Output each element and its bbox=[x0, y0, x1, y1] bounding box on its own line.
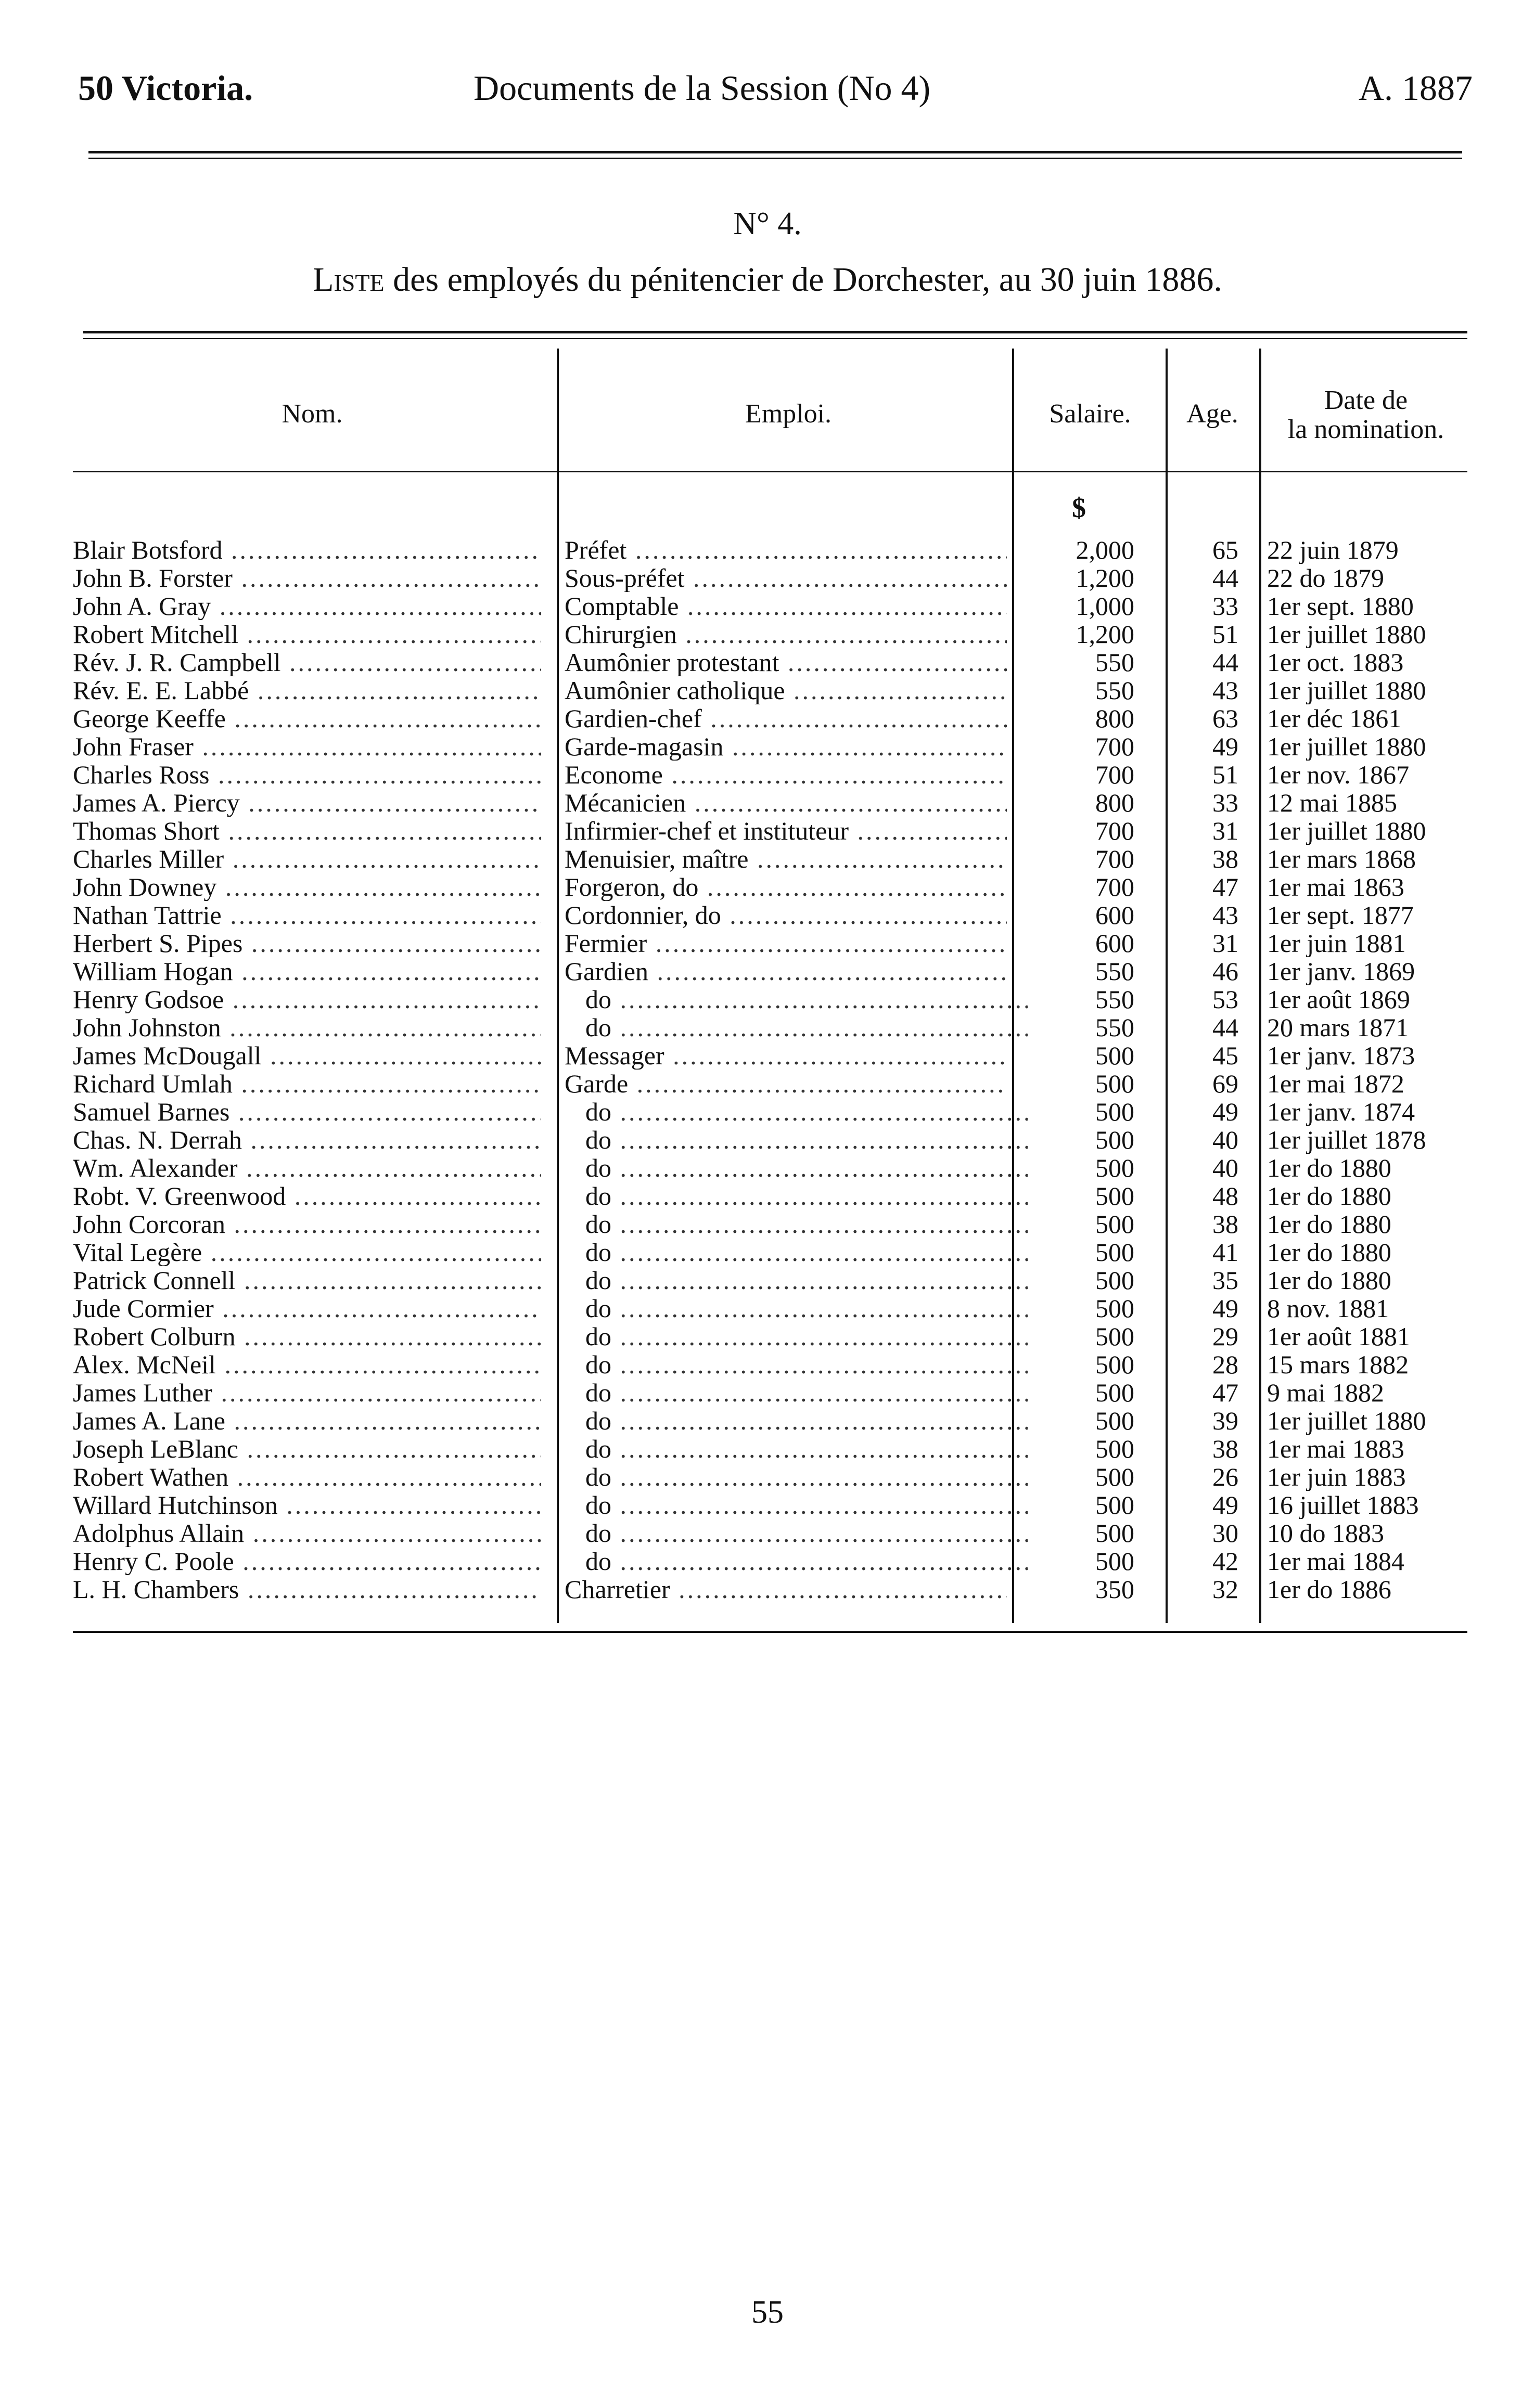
cell-name: William Hogan ..... bbox=[73, 957, 541, 985]
cell-date: 1er do 1886 bbox=[1267, 1575, 1391, 1603]
cell-job: do ..... bbox=[565, 1435, 1028, 1463]
table-row bbox=[0, 1379, 1535, 1407]
cell-date: 1er janv. 1869 bbox=[1267, 957, 1415, 985]
cell-job: Garde-magasin ..... bbox=[565, 732, 1007, 761]
cell-age: 38 bbox=[1212, 1435, 1238, 1463]
cell-job: do ..... bbox=[565, 1182, 1028, 1210]
cell-age: 43 bbox=[1212, 901, 1238, 929]
cell-name: Rév. E. E. Labbé ..... bbox=[73, 676, 541, 704]
document-title bbox=[0, 260, 1535, 300]
cell-salary: 500 bbox=[1095, 1182, 1134, 1210]
cell-age: 35 bbox=[1212, 1266, 1238, 1294]
cell-age: 45 bbox=[1212, 1041, 1238, 1070]
cell-salary: 500 bbox=[1095, 1491, 1134, 1519]
cell-job: Mécanicien ..... bbox=[565, 789, 1007, 817]
table-row bbox=[0, 1070, 1535, 1098]
cell-job: do ..... bbox=[565, 1154, 1028, 1182]
cell-age: 43 bbox=[1212, 676, 1238, 704]
cell-job: do ..... bbox=[565, 1294, 1028, 1322]
currency-symbol: $ bbox=[1072, 492, 1086, 523]
table-row bbox=[0, 1547, 1535, 1575]
cell-date: 1er mai 1863 bbox=[1267, 873, 1404, 901]
cell-name: Richard Umlah ..... bbox=[73, 1070, 541, 1098]
cell-date: 1er août 1881 bbox=[1267, 1322, 1410, 1350]
cell-salary: 500 bbox=[1095, 1294, 1134, 1322]
cell-name: Wm. Alexander ..... bbox=[73, 1154, 541, 1182]
table-row bbox=[0, 1491, 1535, 1519]
cell-name: Jude Cormier ..... bbox=[73, 1294, 541, 1322]
table-row bbox=[0, 873, 1535, 901]
cell-date: 1er do 1880 bbox=[1267, 1210, 1391, 1238]
cell-job: Garde ..... bbox=[565, 1070, 1007, 1098]
cell-job: Econome ..... bbox=[565, 761, 1007, 789]
cell-job: do ..... bbox=[565, 1350, 1028, 1379]
cell-date: 1er juillet 1880 bbox=[1267, 620, 1426, 648]
running-header bbox=[78, 68, 1473, 109]
cell-salary: 550 bbox=[1095, 957, 1134, 985]
cell-salary: 500 bbox=[1095, 1463, 1134, 1491]
cell-salary: 800 bbox=[1095, 704, 1134, 732]
cell-age: 63 bbox=[1212, 704, 1238, 732]
cell-date: 9 mai 1882 bbox=[1267, 1379, 1384, 1407]
cell-salary: 700 bbox=[1095, 873, 1134, 901]
cell-name: Thomas Short ..... bbox=[73, 817, 541, 845]
cell-date: 1er août 1869 bbox=[1267, 985, 1410, 1013]
cell-salary: 500 bbox=[1095, 1519, 1134, 1547]
cell-age: 29 bbox=[1212, 1322, 1238, 1350]
cell-name: John Corcoran ..... bbox=[73, 1210, 541, 1238]
cell-name: Blair Botsford ..... bbox=[73, 536, 541, 564]
cell-salary: 500 bbox=[1095, 1041, 1134, 1070]
cell-name: Herbert S. Pipes ..... bbox=[73, 929, 541, 957]
cell-job: do ..... bbox=[565, 1407, 1028, 1435]
cell-name: John A. Gray ..... bbox=[73, 592, 541, 620]
cell-job: do ..... bbox=[565, 1098, 1028, 1126]
cell-name: Robert Mitchell ..... bbox=[73, 620, 541, 648]
cell-name: James A. Piercy ..... bbox=[73, 789, 541, 817]
cell-job: Aumônier catholique ..... bbox=[565, 676, 1007, 704]
header-rule-top bbox=[88, 151, 1462, 153]
cell-age: 49 bbox=[1212, 1294, 1238, 1322]
cell-salary: 550 bbox=[1095, 985, 1134, 1013]
header-rule-bottom bbox=[88, 158, 1462, 159]
cell-job: do ..... bbox=[565, 1210, 1028, 1238]
cell-job: Préfet ..... bbox=[565, 536, 1007, 564]
table-row bbox=[0, 1463, 1535, 1491]
cell-date: 8 nov. 1881 bbox=[1267, 1294, 1389, 1322]
col-header-job: Emploi. bbox=[745, 399, 832, 429]
table-row bbox=[0, 1407, 1535, 1435]
header-session: Documents de la Session (No 4) bbox=[474, 68, 931, 108]
cell-salary: 500 bbox=[1095, 1407, 1134, 1435]
table-row bbox=[0, 1013, 1535, 1041]
cell-date: 16 juillet 1883 bbox=[1267, 1491, 1419, 1519]
cell-age: 31 bbox=[1212, 817, 1238, 845]
cell-name: John Johnston ..... bbox=[73, 1013, 541, 1041]
table-row bbox=[0, 1182, 1535, 1210]
cell-salary: 550 bbox=[1095, 648, 1134, 676]
table-row bbox=[0, 732, 1535, 761]
cell-job: do ..... bbox=[565, 1547, 1028, 1575]
cell-job: Forgeron, do ..... bbox=[565, 873, 1007, 901]
cell-date: 15 mars 1882 bbox=[1267, 1350, 1409, 1379]
cell-name: Joseph LeBlanc ..... bbox=[73, 1435, 541, 1463]
cell-salary: 2,000 bbox=[1076, 536, 1134, 564]
table-row bbox=[0, 761, 1535, 789]
cell-age: 41 bbox=[1212, 1238, 1238, 1266]
cell-date: 22 do 1879 bbox=[1267, 564, 1384, 592]
table-row bbox=[0, 1435, 1535, 1463]
cell-salary: 600 bbox=[1095, 929, 1134, 957]
cell-age: 32 bbox=[1212, 1575, 1238, 1603]
table-row bbox=[0, 1210, 1535, 1238]
cell-age: 38 bbox=[1212, 845, 1238, 873]
cell-job: Cordonnier, do ..... bbox=[565, 901, 1007, 929]
page-number: 55 bbox=[751, 2295, 784, 2330]
cell-age: 47 bbox=[1212, 873, 1238, 901]
cell-date: 1er nov. 1867 bbox=[1267, 761, 1410, 789]
table-top-rule bbox=[83, 331, 1467, 333]
cell-salary: 550 bbox=[1095, 1013, 1134, 1041]
cell-salary: 500 bbox=[1095, 1154, 1134, 1182]
table-row bbox=[0, 704, 1535, 732]
cell-salary: 500 bbox=[1095, 1070, 1134, 1098]
cell-job: do ..... bbox=[565, 1126, 1028, 1154]
cell-job: do ..... bbox=[565, 1238, 1028, 1266]
cell-salary: 500 bbox=[1095, 1210, 1134, 1238]
cell-salary: 800 bbox=[1095, 789, 1134, 817]
cell-name: George Keeffe ..... bbox=[73, 704, 541, 732]
table-row bbox=[0, 985, 1535, 1013]
cell-name: Alex. McNeil ..... bbox=[73, 1350, 541, 1379]
cell-age: 53 bbox=[1212, 985, 1238, 1013]
table-row bbox=[0, 620, 1535, 648]
cell-age: 31 bbox=[1212, 929, 1238, 957]
cell-salary: 500 bbox=[1095, 1379, 1134, 1407]
cell-name: Chas. N. Derrah ..... bbox=[73, 1126, 541, 1154]
cell-job: Gardien ..... bbox=[565, 957, 1007, 985]
cell-name: Willard Hutchinson ..... bbox=[73, 1491, 541, 1519]
cell-job: Fermier ..... bbox=[565, 929, 1007, 957]
cell-salary: 500 bbox=[1095, 1238, 1134, 1266]
document-number: N° 4. bbox=[733, 206, 802, 241]
cell-salary: 500 bbox=[1095, 1547, 1134, 1575]
cell-name: Patrick Connell ..... bbox=[73, 1266, 541, 1294]
cell-date: 1er do 1880 bbox=[1267, 1182, 1391, 1210]
col-header-name: Nom. bbox=[282, 399, 343, 429]
cell-name: Robert Colburn ..... bbox=[73, 1322, 541, 1350]
cell-name: Rév. J. R. Campbell ..... bbox=[73, 648, 541, 676]
cell-date: 22 juin 1879 bbox=[1267, 536, 1399, 564]
cell-date: 1er sept. 1880 bbox=[1267, 592, 1414, 620]
table-row bbox=[0, 1041, 1535, 1070]
cell-age: 28 bbox=[1212, 1350, 1238, 1379]
table-row bbox=[0, 817, 1535, 845]
cell-salary: 500 bbox=[1095, 1266, 1134, 1294]
table-row bbox=[0, 789, 1535, 817]
cell-job: do ..... bbox=[565, 1013, 1028, 1041]
cell-date: 1er juillet 1880 bbox=[1267, 817, 1426, 845]
table-row bbox=[0, 1575, 1535, 1603]
cell-age: 42 bbox=[1212, 1547, 1238, 1575]
cell-date: 1er do 1880 bbox=[1267, 1266, 1391, 1294]
cell-name: James McDougall ..... bbox=[73, 1041, 541, 1070]
cell-date: 1er oct. 1883 bbox=[1267, 648, 1404, 676]
title-lead: Liste bbox=[313, 261, 385, 299]
cell-date: 1er juillet 1880 bbox=[1267, 1407, 1426, 1435]
col-header-salary: Salaire. bbox=[1049, 399, 1131, 429]
table-row bbox=[0, 1519, 1535, 1547]
cell-salary: 500 bbox=[1095, 1322, 1134, 1350]
cell-job: Comptable ..... bbox=[565, 592, 1007, 620]
cell-name: James Luther ..... bbox=[73, 1379, 541, 1407]
cell-age: 30 bbox=[1212, 1519, 1238, 1547]
cell-date: 1er do 1880 bbox=[1267, 1238, 1391, 1266]
cell-name: L. H. Chambers ..... bbox=[73, 1575, 541, 1603]
table-row bbox=[0, 676, 1535, 704]
cell-age: 33 bbox=[1212, 789, 1238, 817]
table-row bbox=[0, 1266, 1535, 1294]
cell-date: 1er mai 1883 bbox=[1267, 1435, 1404, 1463]
table-row bbox=[0, 1294, 1535, 1322]
table-row bbox=[0, 1126, 1535, 1154]
cell-salary: 700 bbox=[1095, 732, 1134, 761]
cell-date: 1er sept. 1877 bbox=[1267, 901, 1414, 929]
cell-age: 49 bbox=[1212, 1098, 1238, 1126]
cell-date: 1er juin 1883 bbox=[1267, 1463, 1406, 1491]
col-header-date-line2: la nomination. bbox=[1287, 415, 1444, 444]
cell-job: Menuisier, maître ..... bbox=[565, 845, 1007, 873]
cell-age: 44 bbox=[1212, 564, 1238, 592]
cell-age: 48 bbox=[1212, 1182, 1238, 1210]
cell-date: 20 mars 1871 bbox=[1267, 1013, 1409, 1041]
cell-name: John B. Forster ..... bbox=[73, 564, 541, 592]
cell-salary: 500 bbox=[1095, 1126, 1134, 1154]
cell-date: 1er do 1880 bbox=[1267, 1154, 1391, 1182]
table-row bbox=[0, 1322, 1535, 1350]
cell-name: Charles Ross ..... bbox=[73, 761, 541, 789]
cell-date: 10 do 1883 bbox=[1267, 1519, 1384, 1547]
cell-date: 1er janv. 1874 bbox=[1267, 1098, 1415, 1126]
header-volume: 50 Victoria. bbox=[78, 68, 253, 108]
cell-name: Nathan Tattrie ..... bbox=[73, 901, 541, 929]
table-row bbox=[0, 901, 1535, 929]
table-row bbox=[0, 564, 1535, 592]
col-header-date-line1: Date de bbox=[1324, 385, 1408, 415]
cell-salary: 700 bbox=[1095, 845, 1134, 873]
cell-age: 40 bbox=[1212, 1154, 1238, 1182]
cell-name: John Downey ..... bbox=[73, 873, 541, 901]
cell-job: do ..... bbox=[565, 1491, 1028, 1519]
header-under-rule bbox=[73, 471, 1467, 472]
table-row bbox=[0, 929, 1535, 957]
cell-age: 47 bbox=[1212, 1379, 1238, 1407]
cell-name: Robt. V. Greenwood ..... bbox=[73, 1182, 541, 1210]
cell-name: John Fraser ..... bbox=[73, 732, 541, 761]
cell-salary: 700 bbox=[1095, 817, 1134, 845]
cell-name: Samuel Barnes ..... bbox=[73, 1098, 541, 1126]
cell-date: 1er mai 1884 bbox=[1267, 1547, 1404, 1575]
cell-age: 33 bbox=[1212, 592, 1238, 620]
cell-salary: 1,000 bbox=[1076, 592, 1134, 620]
cell-job: do ..... bbox=[565, 1463, 1028, 1491]
cell-name: Charles Miller ..... bbox=[73, 845, 541, 873]
cell-job: do ..... bbox=[565, 1379, 1028, 1407]
table-row bbox=[0, 1098, 1535, 1126]
cell-name: Vital Legère ..... bbox=[73, 1238, 541, 1266]
cell-age: 51 bbox=[1212, 620, 1238, 648]
cell-date: 1er juillet 1880 bbox=[1267, 732, 1426, 761]
cell-name: Henry Godsoe ..... bbox=[73, 985, 541, 1013]
cell-date: 1er janv. 1873 bbox=[1267, 1041, 1415, 1070]
cell-date: 1er mai 1872 bbox=[1267, 1070, 1404, 1098]
cell-salary: 1,200 bbox=[1076, 564, 1134, 592]
cell-job: Chirurgien ..... bbox=[565, 620, 1007, 648]
table-row bbox=[0, 1350, 1535, 1379]
title-rest: des employés du pénitencier de Dorchester, au 30 juin 1886. bbox=[384, 261, 1222, 299]
cell-date: 12 mai 1885 bbox=[1267, 789, 1397, 817]
cell-age: 51 bbox=[1212, 761, 1238, 789]
cell-job: Infirmier-chef et instituteur ..... bbox=[565, 817, 1007, 845]
table-row bbox=[0, 536, 1535, 564]
cell-job: do ..... bbox=[565, 985, 1028, 1013]
cell-age: 39 bbox=[1212, 1407, 1238, 1435]
cell-name: James A. Lane ..... bbox=[73, 1407, 541, 1435]
table-row bbox=[0, 1238, 1535, 1266]
cell-job: Messager ..... bbox=[565, 1041, 1007, 1070]
cell-age: 44 bbox=[1212, 1013, 1238, 1041]
table-row bbox=[0, 957, 1535, 985]
cell-salary: 500 bbox=[1095, 1435, 1134, 1463]
header-year: A. 1887 bbox=[1358, 68, 1473, 108]
table-row bbox=[0, 592, 1535, 620]
cell-job: Sous-préfet ..... bbox=[565, 564, 1007, 592]
cell-age: 40 bbox=[1212, 1126, 1238, 1154]
cell-job: do ..... bbox=[565, 1322, 1028, 1350]
cell-age: 26 bbox=[1212, 1463, 1238, 1491]
cell-age: 69 bbox=[1212, 1070, 1238, 1098]
cell-age: 38 bbox=[1212, 1210, 1238, 1238]
cell-salary: 700 bbox=[1095, 761, 1134, 789]
cell-date: 1er juillet 1878 bbox=[1267, 1126, 1426, 1154]
table-row bbox=[0, 648, 1535, 676]
cell-job: Aumônier protestant ..... bbox=[565, 648, 1007, 676]
cell-date: 1er mars 1868 bbox=[1267, 845, 1416, 873]
cell-salary: 500 bbox=[1095, 1350, 1134, 1379]
cell-date: 1er déc 1861 bbox=[1267, 704, 1402, 732]
col-header-age: Age. bbox=[1186, 399, 1238, 429]
cell-salary: 500 bbox=[1095, 1098, 1134, 1126]
cell-age: 46 bbox=[1212, 957, 1238, 985]
cell-age: 44 bbox=[1212, 648, 1238, 676]
cell-job: do ..... bbox=[565, 1519, 1028, 1547]
cell-salary: 350 bbox=[1095, 1575, 1134, 1603]
cell-job: do ..... bbox=[565, 1266, 1028, 1294]
cell-name: Henry C. Poole ..... bbox=[73, 1547, 541, 1575]
cell-salary: 550 bbox=[1095, 676, 1134, 704]
table-row bbox=[0, 1154, 1535, 1182]
table-row bbox=[0, 845, 1535, 873]
cell-age: 65 bbox=[1212, 536, 1238, 564]
cell-age: 49 bbox=[1212, 732, 1238, 761]
cell-job: Gardien-chef ..... bbox=[565, 704, 1007, 732]
cell-salary: 600 bbox=[1095, 901, 1134, 929]
table-bottom-rule bbox=[73, 1631, 1467, 1633]
cell-name: Robert Wathen ..... bbox=[73, 1463, 541, 1491]
cell-salary: 1,200 bbox=[1076, 620, 1134, 648]
cell-age: 49 bbox=[1212, 1491, 1238, 1519]
cell-date: 1er juin 1881 bbox=[1267, 929, 1406, 957]
cell-name: Adolphus Allain ..... bbox=[73, 1519, 541, 1547]
cell-job: Charretier ..... bbox=[565, 1575, 1007, 1603]
table-top-rule-thin bbox=[83, 338, 1467, 339]
cell-date: 1er juillet 1880 bbox=[1267, 676, 1426, 704]
